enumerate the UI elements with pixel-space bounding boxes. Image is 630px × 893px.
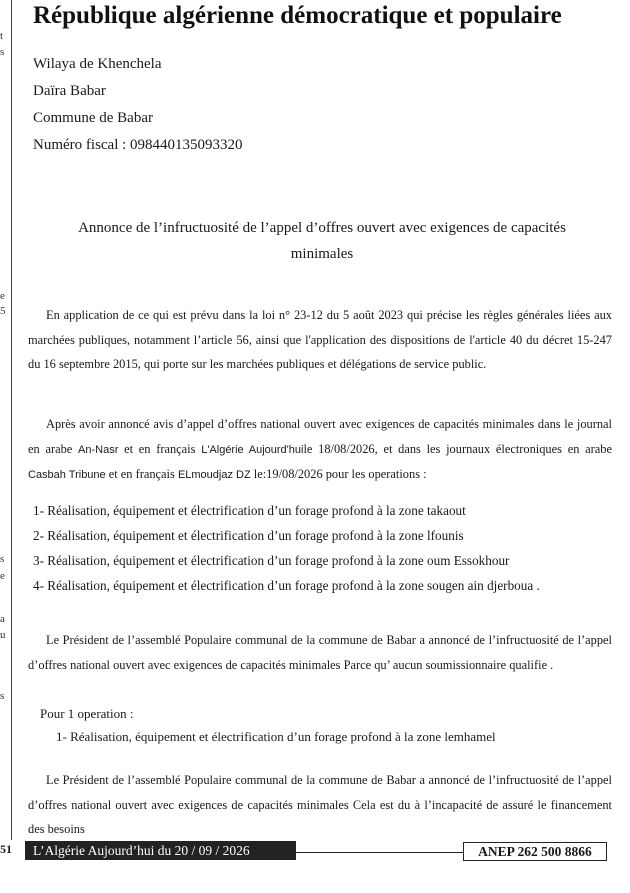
- anep-reference: ANEP 262 500 8866: [463, 842, 607, 861]
- list-item: 4- Réalisation, équipement et électrification d’un forage profond à la zone sougen ain djerboua .: [33, 578, 540, 593]
- commune-line: Commune de Babar: [33, 110, 153, 126]
- page-number: 51: [0, 842, 12, 856]
- side-fragment: 5: [0, 305, 6, 317]
- newspaper-an-nasr: An-Nasr: [78, 443, 119, 456]
- fiscal-number: Numéro fiscal : 098440135093320: [33, 137, 243, 153]
- unsuccessful-text-1: Le Président de l’assemblé Populaire communal de la commune de Babar a annoncé de l’infructuosité de l’appel d’offres national ouvert avec exigences de capacités minimales Parce qu’ aucun soumissionnaire qualifie .: [28, 633, 612, 672]
- side-fragment: u: [0, 629, 6, 641]
- subject-line-1: Annonce de l’infructuosité de l’appel d’offres ouvert avec exigences de capacités: [78, 220, 566, 236]
- side-fragment: s: [0, 553, 5, 565]
- unsuccessful-text-2: Le Président de l’assemblé Populaire communal de la commune de Babar a annoncé de l’infructuosité de l’appel d’offres national ouvert avec exigences de capacités minimales Cela est du à l’incapacité de assuré le financement des besoins: [28, 773, 612, 837]
- publication-footer: L’Algérie Aujourd’hui du 20 / 09 / 2026: [25, 841, 296, 860]
- newspaper-elmoudjaz: ELmoudjaz DZ: [177, 469, 251, 482]
- side-fragment: e: [0, 570, 5, 582]
- newspaper-algerie-aujourdhui: L'Algérie Aujourd'hui: [201, 443, 304, 456]
- list-item: 1- Réalisation, équipement et électrification d’un forage profond à la zone takaout: [33, 503, 466, 518]
- side-fragment: e: [0, 290, 5, 302]
- legal-basis-paragraph: [28, 303, 612, 377]
- unsuccessful-paragraph-2: [28, 768, 612, 842]
- prior-notice-text-2: et en français: [124, 441, 196, 456]
- prior-notice-text-3: le 18/08/2026, et dans les journaux électroniques en arabe: [303, 441, 612, 456]
- prior-notice-text-4: et en français: [105, 467, 175, 482]
- prior-notice-text-1: Après avoir annoncé avis d’appel d’offres national ouvert avec exigences de capacités minimales dans le journal en arabe: [28, 417, 612, 456]
- announcement-subject: [24, 215, 620, 267]
- prior-notice-text-5: le:19/08/2026 pour les operations :: [250, 467, 427, 482]
- list-item: 2- Réalisation, équipement et électrification d’un forage profond à la zone lfounis: [33, 528, 464, 543]
- subject-line-2: minimales: [290, 246, 354, 262]
- unsuccessful-paragraph-1: [28, 628, 612, 677]
- newspaper-casbah-tribune: Casbah Tribune: [28, 469, 106, 482]
- side-fragment: a: [0, 613, 5, 625]
- single-operation-heading: Pour 1 operation :: [40, 706, 134, 721]
- single-operation-item: 1- Réalisation, équipement et électrification d’un forage profond à la zone lemhamel: [56, 729, 496, 744]
- wilaya-line: Wilaya de Khenchela: [33, 56, 162, 72]
- side-fragment: s: [0, 46, 5, 58]
- daira-line: Daïra Babar: [33, 83, 106, 99]
- legal-basis-text: En application de ce qui est prévu dans la loi n° 23-12 du 5 août 2023 qui précise les règles générales liées aux marchées publiques, notamment l’article 56, ainsi que l'application des dispositions de l'article 40 du décret 15-247 du 16 septembre 2015, qui porte sur les marchées publiques et délégations de service public.: [28, 308, 612, 372]
- side-fragment: s: [0, 690, 5, 702]
- left-column-rule: [11, 0, 12, 840]
- prior-notice-paragraph: [28, 412, 612, 488]
- footer-rule: [293, 852, 463, 853]
- operations-list: [33, 498, 540, 598]
- page-title: République algérienne démocratique et populaire: [33, 2, 562, 29]
- list-item: 3- Réalisation, équipement et électrification d’un forage profond à la zone oum Essokhour: [33, 553, 510, 568]
- side-fragment: t: [0, 30, 4, 42]
